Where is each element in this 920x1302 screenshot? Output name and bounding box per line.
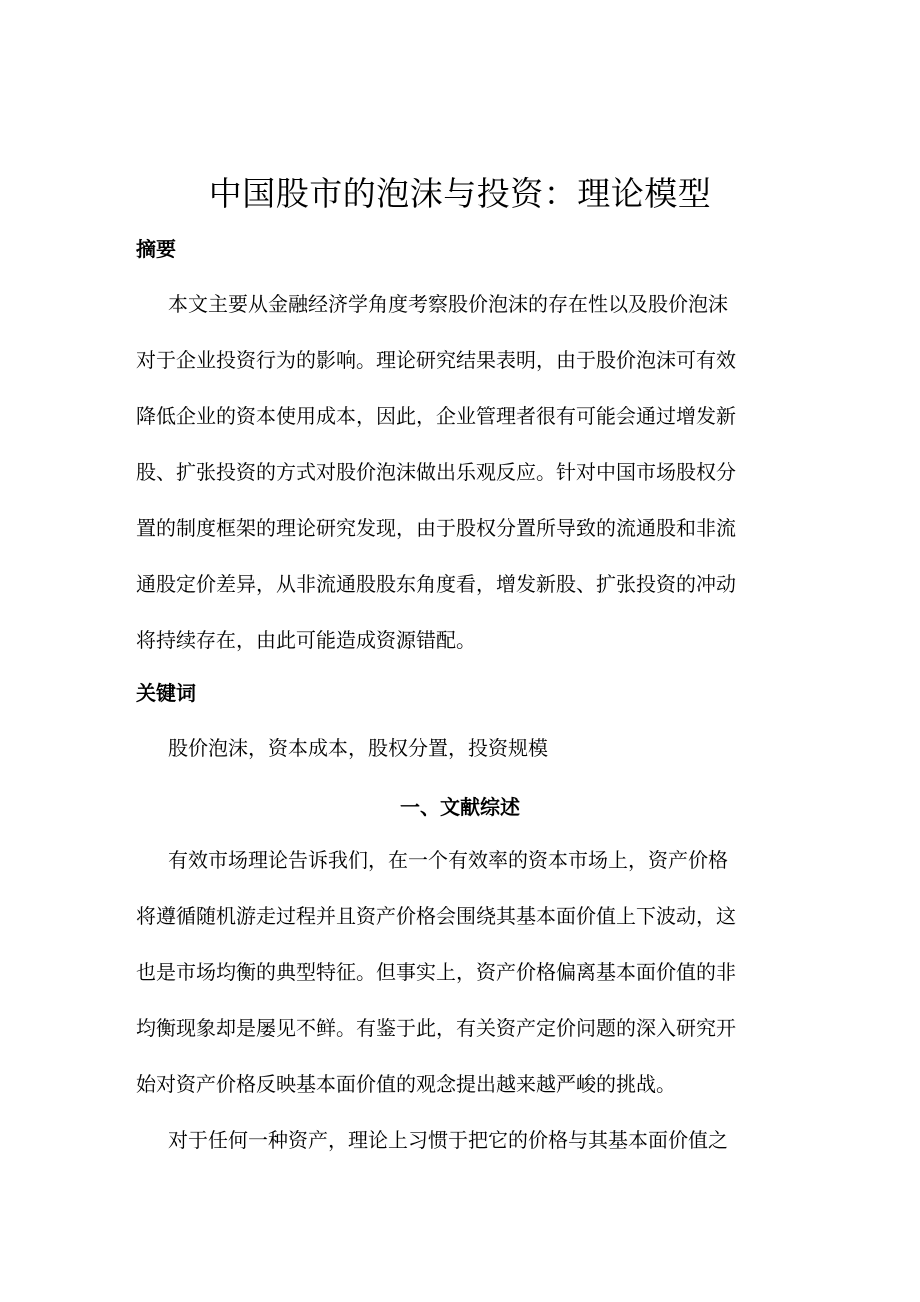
body-line: 有效市场理论告诉我们，在一个有效率的资本市场上，资产价格 (168, 848, 728, 872)
abstract-paragraph (136, 276, 784, 668)
body-line: 始对资产价格反映基本面价值的观念提出越来越严峻的挑战。 (136, 1072, 676, 1096)
abstract-line: 本文主要从金融经济学角度考察股价泡沫的存在性以及股价泡沫 (168, 292, 728, 316)
section-heading: 一、文献综述 (400, 795, 520, 819)
abstract-line: 将持续存在，由此可能造成资源错配。 (136, 628, 476, 652)
abstract-line: 通股定价差异，从非流通股股东角度看，增发新股、扩张投资的冲动 (136, 572, 736, 596)
body-line: 对于任何一种资产，理论上习惯于把它的价格与其基本面价值之 (168, 1128, 728, 1152)
body-line: 也是市场均衡的典型特征。但事实上，资产价格偏离基本面价值的非 (136, 960, 736, 984)
abstract-line: 股、扩张投资的方式对股价泡沫做出乐观反应。针对中国市场股权分 (136, 460, 736, 484)
abstract-line: 对于企业投资行为的影响。理论研究结果表明，由于股价泡沫可有效 (136, 348, 736, 372)
keywords-paragraph (136, 720, 784, 776)
keywords-text: 股价泡沫，资本成本，股权分置，投资规模 (168, 736, 548, 760)
body-paragraph (136, 832, 784, 1112)
abstract-heading: 摘要 (136, 237, 176, 261)
abstract-line: 置的制度框架的理论研究发现，由于股权分置所导致的流通股和非流 (136, 516, 736, 540)
body-line: 均衡现象却是屡见不鲜。有鉴于此，有关资产定价问题的深入研究开 (136, 1016, 736, 1040)
body-line: 将遵循随机游走过程并且资产价格会围绕其基本面价值上下波动，这 (136, 904, 736, 928)
document-title: 中国股市的泡沫与投资：理论模型 (208, 174, 712, 213)
keywords-heading: 关键词 (136, 681, 196, 705)
body-paragraph (136, 1112, 784, 1168)
abstract-line: 降低企业的资本使用成本，因此，企业管理者很有可能会通过增发新 (136, 404, 736, 428)
